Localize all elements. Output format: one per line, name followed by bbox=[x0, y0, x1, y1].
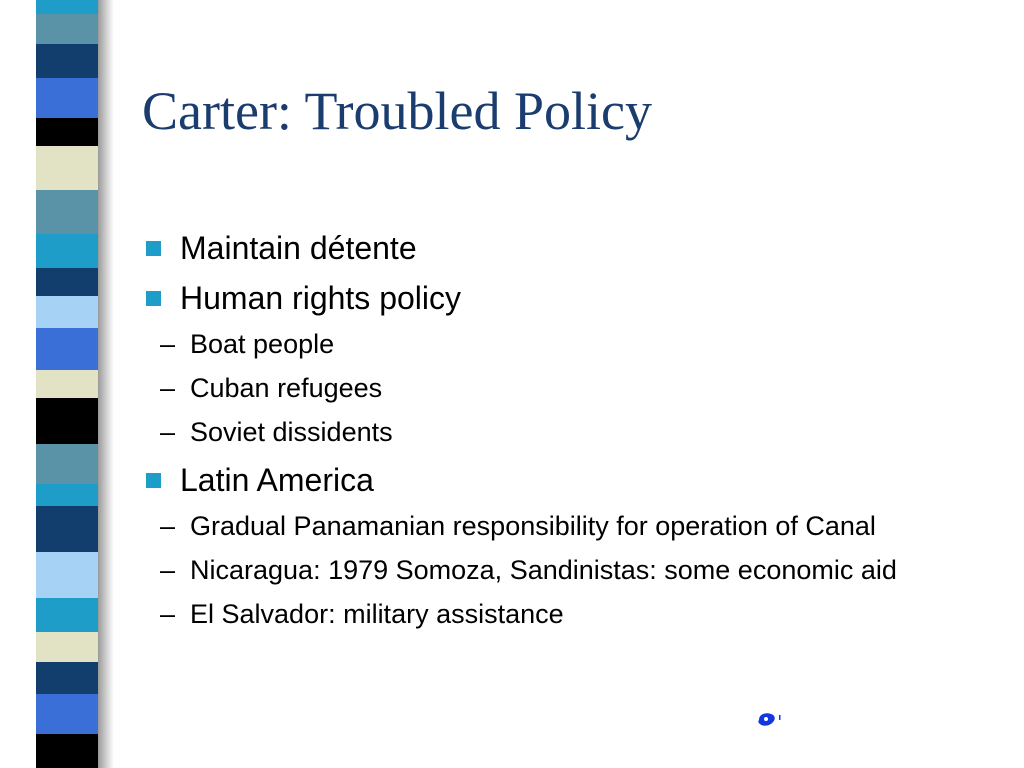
slide-title: Carter: Troubled Policy bbox=[142, 81, 652, 141]
sub-bullet-text: El Salvador: military assistance bbox=[190, 599, 564, 629]
stripe-segment bbox=[36, 14, 98, 44]
bullet-list bbox=[144, 458, 974, 502]
stripe-segment bbox=[36, 734, 98, 768]
stripe-segment bbox=[36, 296, 98, 328]
dash-bullet: – bbox=[160, 555, 176, 585]
bullet-item bbox=[144, 226, 974, 270]
stripe-segment bbox=[36, 444, 98, 484]
stripe-segment bbox=[36, 44, 98, 78]
stripe-segment bbox=[36, 694, 98, 734]
dash-bullet: – bbox=[160, 329, 176, 359]
navigation-blob-icon[interactable] bbox=[756, 710, 782, 728]
bullet-text: Maintain détente bbox=[180, 230, 417, 266]
slide-content bbox=[144, 226, 974, 640]
square-bullet-icon bbox=[146, 473, 161, 488]
bullet-item bbox=[144, 276, 974, 320]
stripe-segment bbox=[36, 632, 98, 662]
stripe-segment bbox=[36, 190, 98, 234]
dash-bullet: – bbox=[160, 373, 176, 403]
stripe-segment bbox=[36, 146, 98, 190]
decorative-stripe-band bbox=[36, 0, 98, 768]
sub-bullet-list bbox=[144, 326, 974, 451]
stripe-segment bbox=[36, 78, 98, 118]
sub-bullet-text: Gradual Panamanian responsibility for operation of Canal bbox=[190, 511, 876, 541]
sub-bullet-item bbox=[144, 326, 974, 363]
sub-bullet-item bbox=[144, 552, 974, 589]
dash-bullet: – bbox=[160, 511, 176, 541]
sub-bullet-text: Boat people bbox=[190, 329, 335, 359]
sub-bullet-list bbox=[144, 508, 974, 633]
stripe-segment bbox=[36, 0, 98, 14]
sub-bullet-item bbox=[144, 508, 974, 545]
stripe-segment bbox=[36, 484, 98, 506]
stripe-segment bbox=[36, 662, 98, 694]
stripe-segment bbox=[36, 370, 98, 398]
sub-bullet-item bbox=[144, 596, 974, 633]
square-bullet-icon bbox=[146, 291, 161, 306]
sub-bullet-item bbox=[144, 414, 974, 451]
stripe-segment bbox=[36, 398, 98, 444]
stripe-segment bbox=[36, 328, 98, 370]
dash-bullet: – bbox=[160, 599, 176, 629]
stripe-segment bbox=[36, 552, 98, 598]
stripe-segment bbox=[36, 598, 98, 632]
bullet-list bbox=[144, 226, 974, 320]
sub-bullet-text: Soviet dissidents bbox=[190, 417, 393, 447]
dash-bullet: – bbox=[160, 417, 176, 447]
stripe-segment bbox=[36, 234, 98, 268]
bullet-item bbox=[144, 458, 974, 502]
stripe-segment bbox=[36, 268, 98, 296]
square-bullet-icon bbox=[146, 241, 161, 256]
sub-bullet-text: Cuban refugees bbox=[190, 373, 383, 403]
stripe-segment bbox=[36, 118, 98, 146]
sub-bullet-item bbox=[144, 370, 974, 407]
sub-bullet-text: Nicaragua: 1979 Somoza, Sandinistas: some economic aid bbox=[190, 555, 897, 585]
bullet-text: Human rights policy bbox=[180, 280, 461, 316]
stripe-segment bbox=[36, 506, 98, 552]
stripe-shadow bbox=[98, 0, 114, 768]
bullet-text: Latin America bbox=[180, 462, 374, 498]
